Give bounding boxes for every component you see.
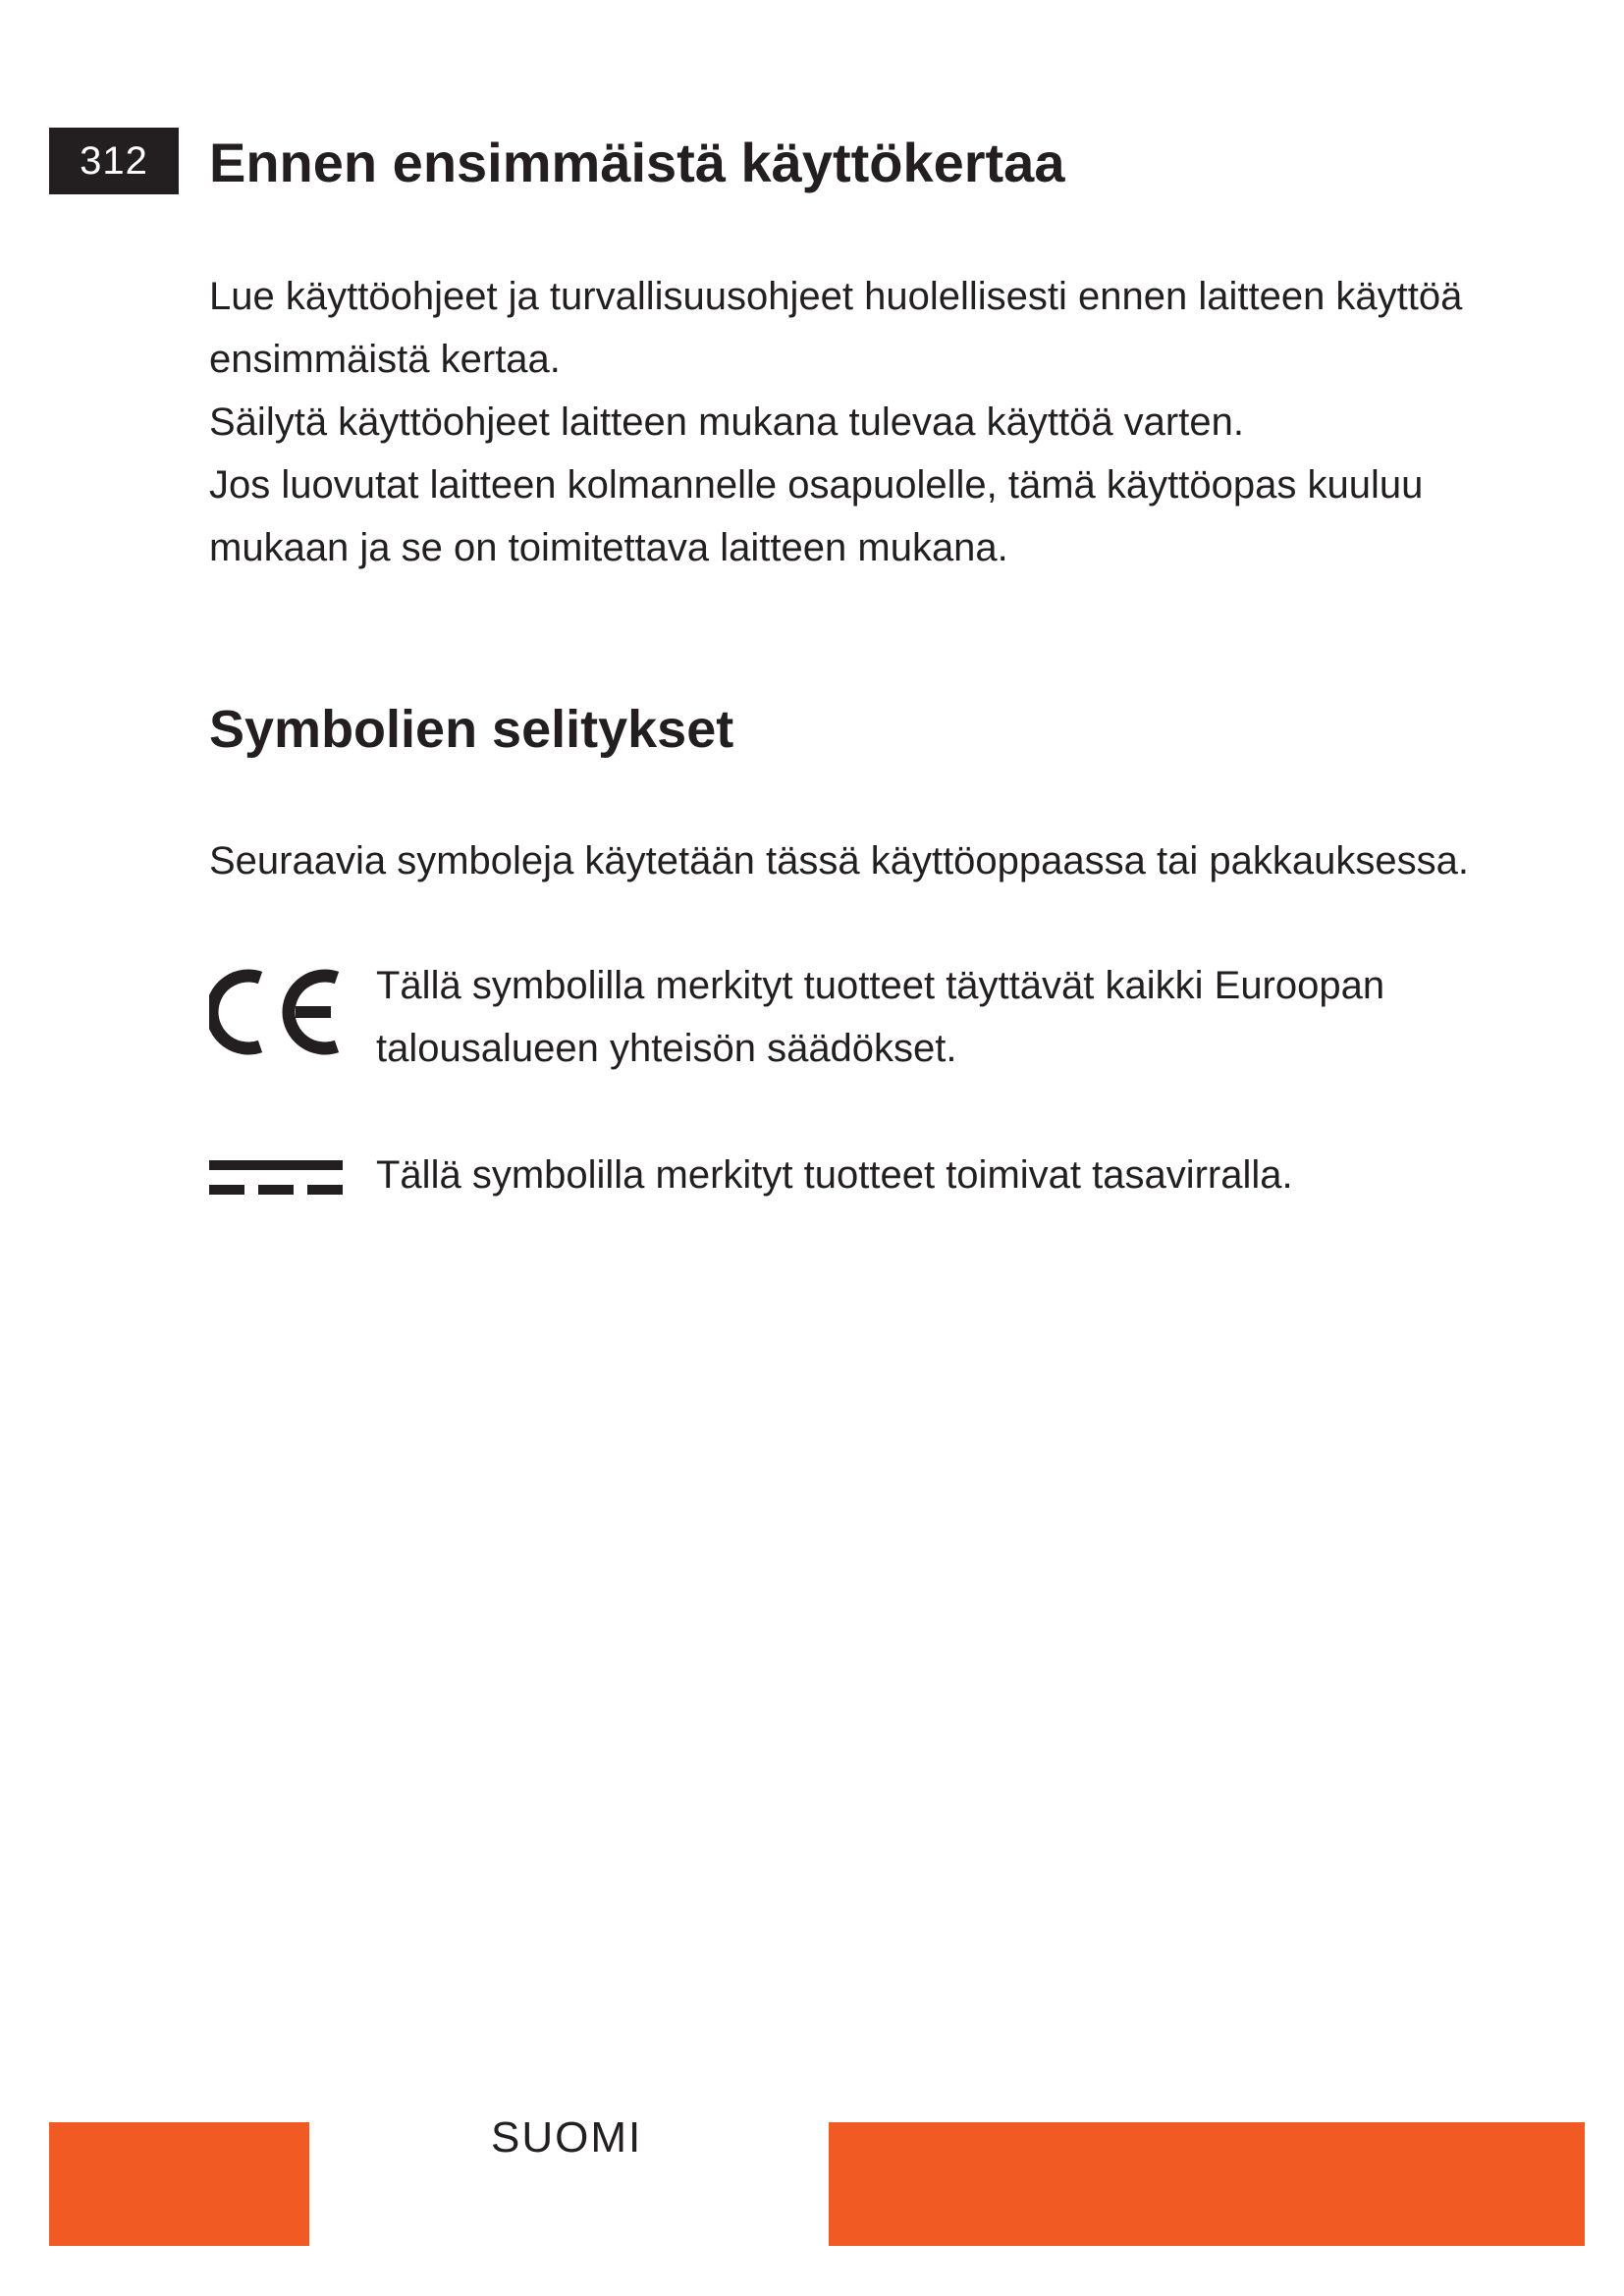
ce-mark-icon [209,966,347,1063]
footer-accent-bar-left [49,2122,309,2246]
footer-language: SUOMI [491,2113,643,2162]
direct-current-icon [209,1158,343,1206]
dc-description: Tällä symbolilla merkityt tuotteet toimivat tasavirralla. [376,1153,1293,1197]
symbols-heading: Symbolien selitykset [209,700,734,759]
intro-paragraph: Jos luovutat laitteen kolmannelle osapuolelle, tämä käyttöopas kuuluu mukaan ja se on toimitettava laitteen mukana. [209,463,1424,569]
page-number: 312 [80,138,148,183]
page-number-badge [49,128,179,194]
intro-paragraph: Lue käyttöohjeet ja turvallisuusohjeet huolellisesti ennen laitteen käyttöä ensimmäistä kertaa. [209,275,1463,381]
ce-description: Tällä symbolilla merkityt tuotteet täyttävät kaikki Euroopan talousalueen yhteisön säädökset. [376,964,1385,1070]
intro-paragraph: Säilytä käyttöohjeet laitteen mukana tulevaa käyttöä varten. [209,400,1244,444]
footer-accent-bar-right [829,2122,1585,2246]
intro-section [209,265,1525,579]
page-title: Ennen ensimmäistä käyttökertaa [209,132,1065,193]
symbols-lead: Seuraavia symboleja käytetään tässä käyttöoppaassa tai pakkauksessa. [209,839,1469,882]
